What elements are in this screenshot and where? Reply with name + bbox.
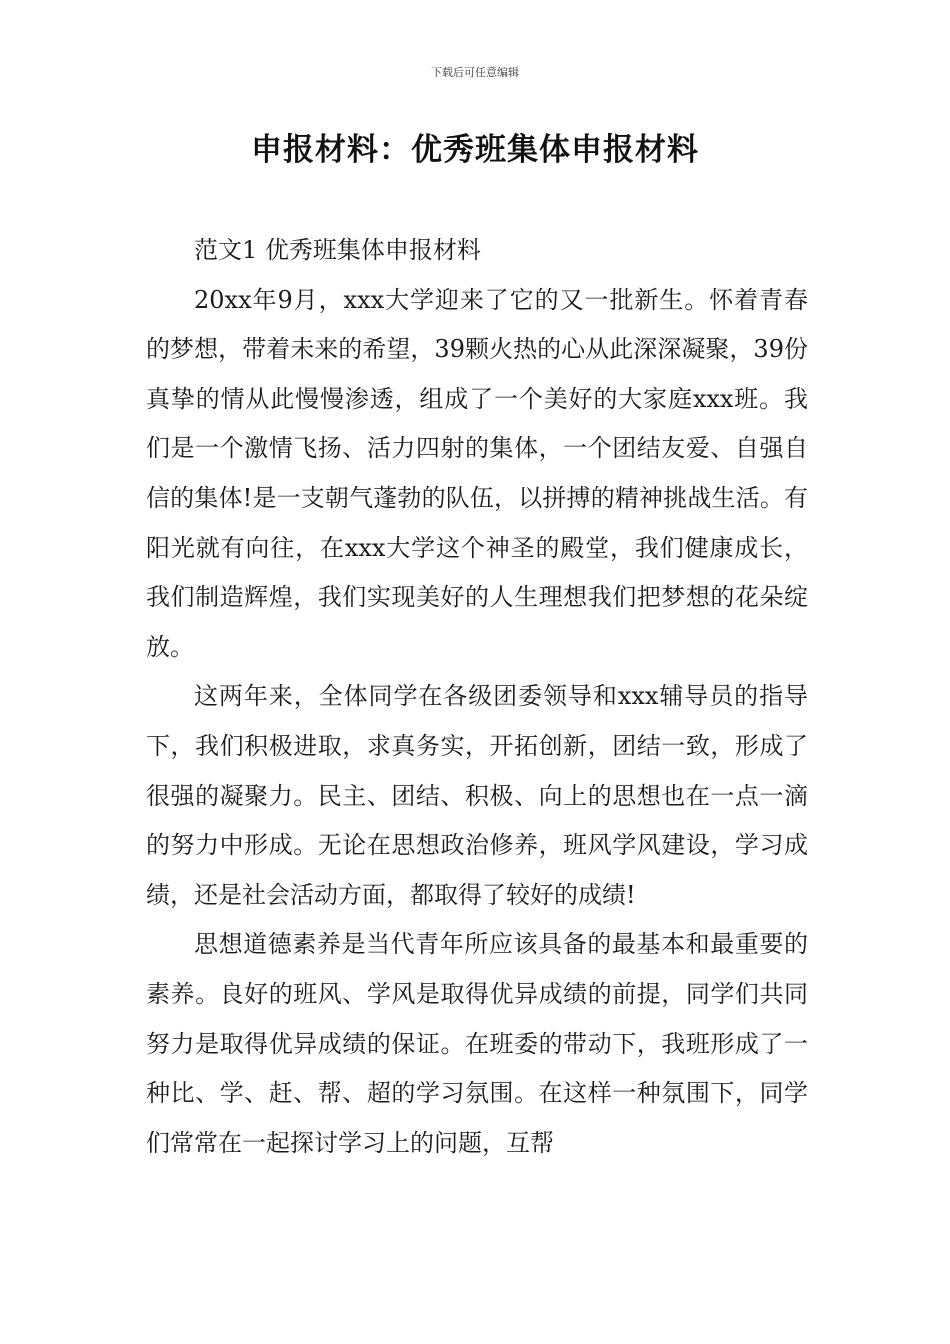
document-body bbox=[146, 226, 808, 1168]
paragraph: 思想道德素养是当代青年所应该具备的最基本和最重要的素养。良好的班风、学风是取得优异成绩的前提，同学们共同努力是取得优异成绩的保证。在班委的带动下，我班形成了一种比、学、赶、帮、超的学习氛围。在这样一种氛围下，同学们常常在一起探讨学习上的问题，互帮 bbox=[146, 930, 808, 1157]
paragraph: 这两年来，全体同学在各级团委领导和xxx辅导员的指导下，我们积极进取，求真务实，开拓创新，团结一致，形成了很强的凝聚力。民主、团结、积极、向上的思想也在一点一滴的努力中形成。无论在思想政治修养，班风学风建设，学习成绩，还是社会活动方面，都取得了较好的成绩! bbox=[146, 682, 808, 909]
header-note: 下载后可任意编辑 bbox=[431, 66, 519, 79]
paragraph: 20xx年9月，xxx大学迎来了它的又一批新生。怀着青春的梦想，带着未来的希望，39颗火热的心从此深深凝聚，39份真挚的情从此慢慢渗透，组成了一个美好的大家庭xxx班。我们是一个激情飞扬、活力四射的集体，一个团结友爱、自强自信的集体!是一支朝气蓬勃的队伍，以拼搏的精神挑战生活。有阳光就有向往，在xxx大学这个神圣的殿堂，我们健康成长，我们制造辉煌，我们实现美好的人生理想我们把梦想的花朵绽放。 bbox=[146, 285, 808, 661]
paragraph-sample-heading: 范文1 优秀班集体申报材料 bbox=[194, 236, 481, 264]
document-title: 申报材料：优秀班集体申报材料 bbox=[251, 132, 699, 168]
